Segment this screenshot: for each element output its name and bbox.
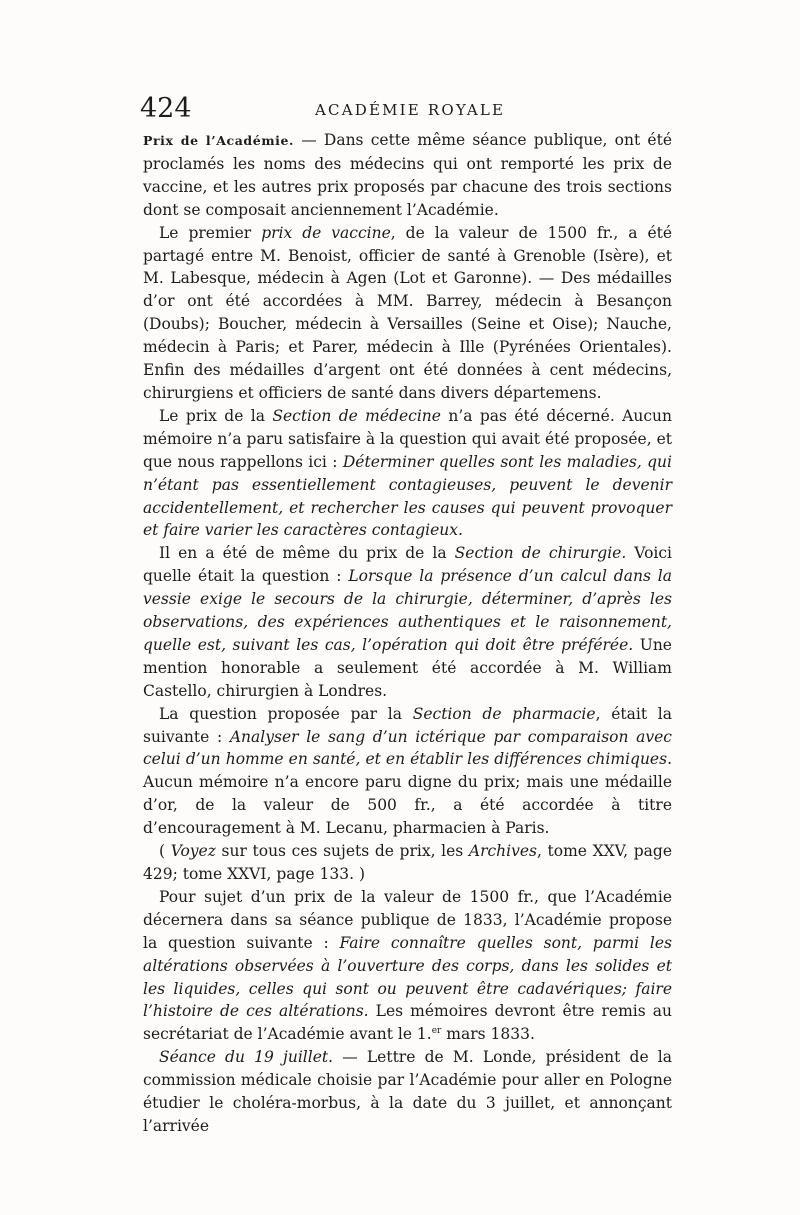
italic-run: Section de pharmacie [412, 704, 596, 723]
text-run: Les mémoires devront être remis au secrétariat de l’Académie avant le 1. [143, 1002, 672, 1044]
body-text [143, 129, 672, 1138]
italic-run: Section de médecine [272, 406, 441, 425]
paragraph-section-pharmacie [143, 703, 672, 840]
superscript: er [431, 1026, 442, 1037]
paragraph-text: — Dans cette même séance publique, ont été proclamés les noms des médecins qui ont remporté les prix de vaccine, et les autres prix proposés par chacune des trois sections dont se composait anciennement l’Académie. [143, 131, 672, 219]
italic-run: prix de vaccine [261, 223, 391, 242]
italic-run: Déterminer quelles sont les maladies, qui n’étant pas essentiellement contagieuses, peuvent le devenir accidentellement, et rechercher les causes qui peuvent provoquer et faire varier les caractères contagieux. [143, 452, 672, 540]
text-run: sur tous ces sujets de prix, les [215, 842, 469, 861]
page-number: 424 [140, 93, 192, 124]
text-run: Le prix de la [159, 406, 273, 425]
paragraph-section-chirurgie [143, 542, 672, 702]
text-run: — Lettre de M. Londe, président de la commission médicale choisie par l’Académie pour aller en Pologne étudier le choléra-morbus, à la date du 3 juillet, et annonçant l’arrivée [143, 1048, 672, 1135]
text-run: Pour sujet d’un prix de la valeur de 1500 fr., que l’Académie décernera dans sa séance publique de 1833, l’Académie propose la question suivante : [143, 887, 672, 952]
running-head [140, 92, 680, 126]
italic-run: Voyez [170, 842, 216, 861]
running-title: ACADÉMIE ROYALE [315, 101, 506, 119]
italic-run: Section de chirurgie. [454, 544, 627, 563]
text-run: , était la suivante : [143, 704, 672, 746]
italic-run: Lorsque la présence d’un calcul dans la vessie exige le secours de la chirurgie, déterminer, d’après les observations, des expériences authentiques et le raisonnement, quelle est, suivant les cas, l’opération qui doit être préférée. [143, 567, 672, 654]
italic-run: Faire connaître quelles sont, parmi les altérations observées à l’ouverture des corps, dans les solides et les liquides, celles qui sont ou peuvent être cadavériques; faire l’histoire de ces altérations. [143, 933, 673, 1021]
text-run: ( [159, 842, 171, 861]
text-run: La question proposée par la [159, 704, 413, 723]
paragraph-prix-vaccine [143, 222, 672, 405]
text-run: Le premier [159, 223, 262, 242]
italic-run: Archives [468, 842, 537, 861]
paragraph-seance-19-juillet [143, 1046, 672, 1138]
italic-run: Séance du 19 juillet. [159, 1048, 334, 1067]
text-run: n’a pas été décerné. Aucun mémoire n’a paru satisfaire à la question qui avait été proposée, et que nous rappellons ici : [143, 406, 672, 471]
text-run: mars 1833. [441, 1025, 535, 1044]
paragraph-voyez-reference [143, 840, 672, 886]
text-run: , de la valeur de 1500 fr., a été partagé entre M. Benoist, officier de santé à Grenoble (Isère), et M. Labesque, médecin à Agen (Lot et Garonne). — Des médailles d’or ont été accordées à MM. Barrey, médecin à Besançon (Doubs); Boucher, médecin à Versailles (Seine et Oise); Nauche, médecin à Paris; et Parer, médecin à Ille (Pyrénées Orientales). Enfin des médailles d’argent ont été données à cent médecins, chirurgiens et officiers de santé dans divers départemens. [143, 223, 673, 402]
section-heading: Prix de l’Académie. [143, 133, 295, 148]
italic-run: Analyser le sang d’un ictérique par comparaison avec celui d’un homme en santé, et en établir les différences chimiques. [143, 727, 672, 769]
text-run: Aucun mémoire n’a encore paru digne du prix; mais une médaille d’or, de la valeur de 500 fr., a été accordée à titre d’encouragement à M. Lecanu, pharmacien à Paris. [143, 773, 672, 838]
text-run: Voici quelle était la question : [143, 544, 673, 586]
text-run: Il en a été de même du prix de la [159, 544, 455, 563]
paragraph-prix-academie [143, 129, 672, 222]
text-run: Une mention honorable a seulement été accordée à M. William Castello, chirurgien à Londres. [143, 635, 672, 700]
text-run: , tome XXV, page 429; tome XXVI, page 133. ) [143, 842, 672, 883]
paragraph-section-medecine [143, 405, 672, 542]
paragraph-prix-1833 [143, 886, 672, 1046]
